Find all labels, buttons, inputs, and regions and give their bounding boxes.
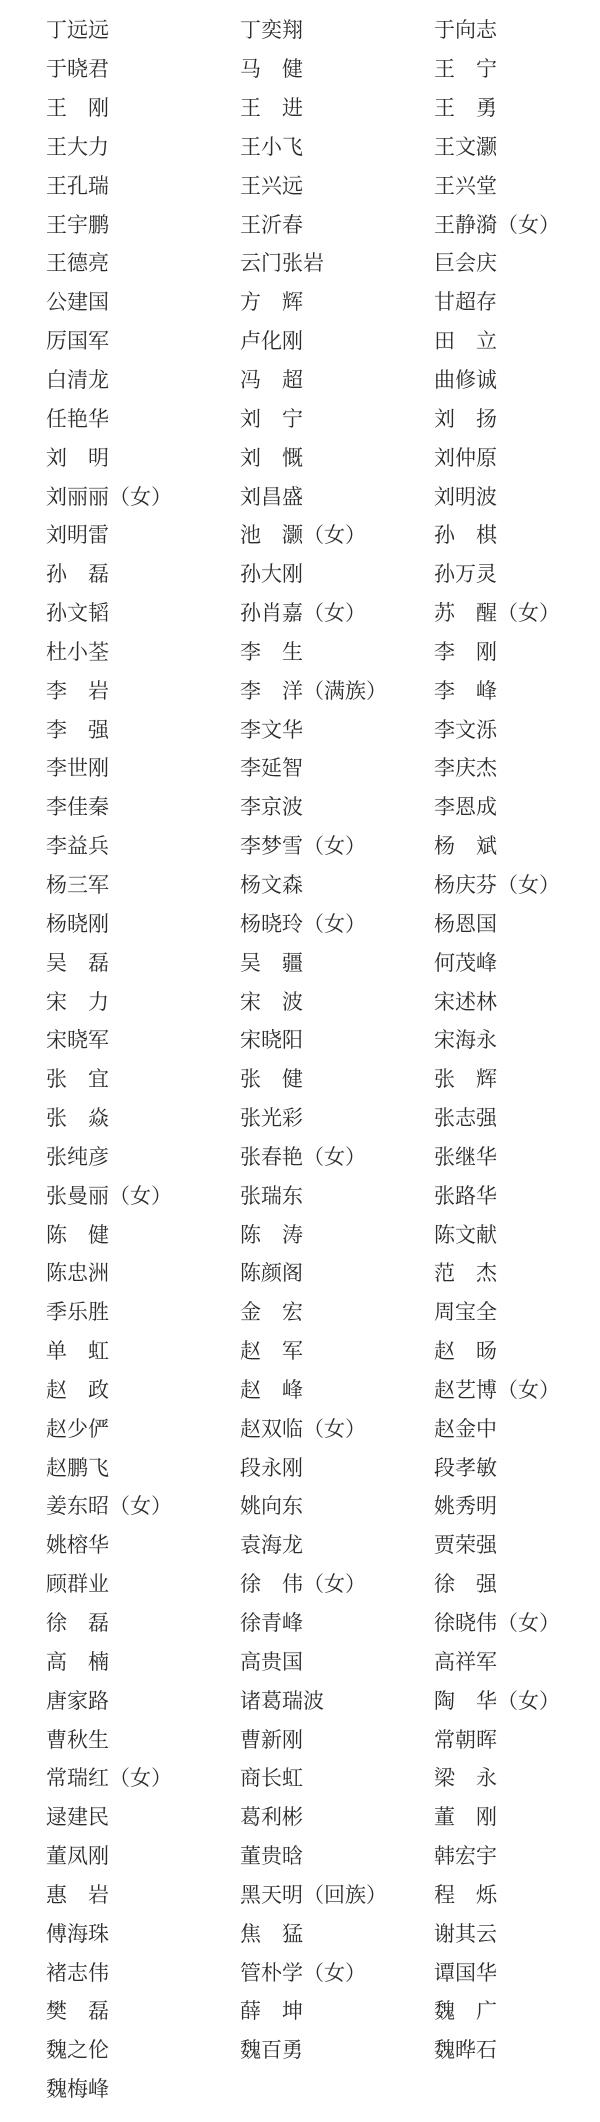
name-row bbox=[46, 360, 586, 399]
name-entry: 曲修诚 bbox=[434, 368, 497, 393]
name-entry: 董 刚 bbox=[434, 1805, 497, 1830]
name-entry: 范 杰 bbox=[434, 1261, 497, 1286]
name-entry: 徐 磊 bbox=[46, 1611, 109, 1636]
name-entry: 杨恩国 bbox=[434, 911, 497, 936]
name-entry: 杨庆芬（女） bbox=[434, 872, 560, 897]
name-entry: 宋 波 bbox=[240, 989, 303, 1014]
name-entry: 宋晓军 bbox=[46, 1028, 109, 1053]
name-entry: 王兴堂 bbox=[434, 173, 497, 198]
name-entry: 王 刚 bbox=[46, 96, 109, 121]
name-entry: 陈 健 bbox=[46, 1222, 109, 1247]
name-entry: 商长虹 bbox=[240, 1766, 303, 1791]
name-entry: 高祥军 bbox=[434, 1649, 497, 1674]
name-entry: 宋晓阳 bbox=[240, 1028, 303, 1053]
name-row bbox=[46, 1603, 586, 1642]
name-row bbox=[46, 1875, 586, 1914]
name-entry: 褚志伟 bbox=[46, 1960, 109, 1985]
name-entry: 张瑞东 bbox=[240, 1183, 303, 1208]
name-entry: 甘超存 bbox=[434, 290, 497, 315]
name-entry: 管朴学（女） bbox=[240, 1960, 366, 1985]
name-row bbox=[46, 670, 586, 709]
name-entry: 王德亮 bbox=[46, 251, 109, 276]
name-entry: 云门张岩 bbox=[240, 251, 324, 276]
name-entry: 赵少俨 bbox=[46, 1416, 109, 1441]
name-entry: 李 刚 bbox=[434, 639, 497, 664]
name-entry: 姚榕华 bbox=[46, 1533, 109, 1558]
name-entry: 陈文献 bbox=[434, 1222, 497, 1247]
name-entry: 黑天明（回族） bbox=[240, 1882, 387, 1907]
name-row bbox=[46, 632, 586, 671]
name-entry: 池 灏（女） bbox=[240, 523, 366, 548]
name-entry: 魏之伦 bbox=[46, 2038, 109, 2063]
name-entry: 杨三军 bbox=[46, 872, 109, 897]
name-entry: 张 宜 bbox=[46, 1067, 109, 1092]
name-entry: 张曼丽（女） bbox=[46, 1183, 172, 1208]
name-entry: 孙肖嘉（女） bbox=[240, 601, 366, 626]
name-entry: 李 岩 bbox=[46, 678, 109, 703]
name-entry: 刘 扬 bbox=[434, 406, 497, 431]
name-entry: 杨 斌 bbox=[434, 834, 497, 859]
name-entry: 魏百勇 bbox=[240, 2038, 303, 2063]
name-row bbox=[46, 1836, 586, 1875]
name-entry: 李 峰 bbox=[434, 678, 497, 703]
name-entry: 李益兵 bbox=[46, 834, 109, 859]
name-entry: 张光彩 bbox=[240, 1106, 303, 1131]
name-row bbox=[46, 476, 586, 515]
name-entry: 徐青峰 bbox=[240, 1611, 303, 1636]
name-entry: 刘明雷 bbox=[46, 523, 109, 548]
name-entry: 董贵晗 bbox=[240, 1844, 303, 1869]
name-entry: 单 虹 bbox=[46, 1339, 109, 1364]
name-entry: 李京波 bbox=[240, 795, 303, 820]
name-row bbox=[46, 1331, 586, 1370]
name-entry: 王宇鹏 bbox=[46, 212, 109, 237]
name-entry: 赵 军 bbox=[240, 1339, 303, 1364]
name-row bbox=[46, 1292, 586, 1331]
name-entry: 姜东昭（女） bbox=[46, 1494, 172, 1519]
name-row bbox=[46, 1641, 586, 1680]
name-entry: 诸葛瑞波 bbox=[240, 1688, 324, 1713]
name-entry: 杨晓玲（女） bbox=[240, 911, 366, 936]
name-entry: 丁远远 bbox=[46, 18, 109, 43]
name-entry: 董凤刚 bbox=[46, 1844, 109, 1869]
name-entry: 李庆杰 bbox=[434, 756, 497, 781]
name-row bbox=[46, 1758, 586, 1797]
name-entry: 孙文韬 bbox=[46, 601, 109, 626]
name-row bbox=[46, 1447, 586, 1486]
name-row bbox=[46, 787, 586, 826]
name-entry: 张 辉 bbox=[434, 1067, 497, 1092]
name-row bbox=[46, 165, 586, 204]
name-row bbox=[46, 903, 586, 942]
name-row bbox=[46, 1991, 586, 2030]
name-entry: 徐晓伟（女） bbox=[434, 1611, 560, 1636]
name-row bbox=[46, 748, 586, 787]
name-row bbox=[46, 1214, 586, 1253]
name-row bbox=[46, 1719, 586, 1758]
name-entry: 张春艳（女） bbox=[240, 1144, 366, 1169]
name-row bbox=[46, 1797, 586, 1836]
name-row bbox=[46, 1059, 586, 1098]
name-entry: 陈 涛 bbox=[240, 1222, 303, 1247]
name-entry: 王大力 bbox=[46, 134, 109, 159]
name-entry: 谢其云 bbox=[434, 1921, 497, 1946]
name-entry: 巨会庆 bbox=[434, 251, 497, 276]
name-entry: 徐 伟（女） bbox=[240, 1572, 366, 1597]
name-entry: 苏 醒（女） bbox=[434, 601, 560, 626]
name-entry: 薛 坤 bbox=[240, 1999, 303, 2024]
name-entry: 高 楠 bbox=[46, 1649, 109, 1674]
name-row bbox=[46, 1564, 586, 1603]
name-entry: 任艳华 bbox=[46, 406, 109, 431]
name-entry: 赵鹏飞 bbox=[46, 1455, 109, 1480]
name-entry: 白清龙 bbox=[46, 368, 109, 393]
name-row bbox=[46, 826, 586, 865]
name-row bbox=[46, 10, 586, 49]
name-entry: 刘 明 bbox=[46, 445, 109, 470]
name-row bbox=[46, 1680, 586, 1719]
name-entry: 刘昌盛 bbox=[240, 484, 303, 509]
name-row bbox=[46, 515, 586, 554]
name-entry: 李恩成 bbox=[434, 795, 497, 820]
name-entry: 王 宁 bbox=[434, 57, 497, 82]
name-entry: 程 烁 bbox=[434, 1882, 497, 1907]
name-entry: 厉国军 bbox=[46, 329, 109, 354]
name-entry: 刘 慨 bbox=[240, 445, 303, 470]
name-entry: 李文泺 bbox=[434, 717, 497, 742]
name-row bbox=[46, 437, 586, 476]
name-entry: 段孝敏 bbox=[434, 1455, 497, 1480]
name-entry: 赵 旸 bbox=[434, 1339, 497, 1364]
name-entry: 李文华 bbox=[240, 717, 303, 742]
name-row bbox=[46, 204, 586, 243]
name-row bbox=[46, 398, 586, 437]
name-entry: 李延智 bbox=[240, 756, 303, 781]
name-entry: 田 立 bbox=[434, 329, 497, 354]
name-row bbox=[46, 1098, 586, 1137]
name-entry: 王 进 bbox=[240, 96, 303, 121]
name-entry: 何茂峰 bbox=[434, 950, 497, 975]
name-entry: 姚向东 bbox=[240, 1494, 303, 1519]
name-entry: 曹新刚 bbox=[240, 1727, 303, 1752]
name-row bbox=[46, 88, 586, 127]
name-row bbox=[46, 1175, 586, 1214]
name-entry: 张路华 bbox=[434, 1183, 497, 1208]
name-entry: 刘明波 bbox=[434, 484, 497, 509]
name-entry: 王文灏 bbox=[434, 134, 497, 159]
name-entry: 姚秀明 bbox=[434, 1494, 497, 1519]
name-entry: 梁 永 bbox=[434, 1766, 497, 1791]
name-list bbox=[46, 10, 586, 2108]
name-entry: 惠 岩 bbox=[46, 1882, 109, 1907]
name-row bbox=[46, 554, 586, 593]
name-row bbox=[46, 127, 586, 166]
name-entry: 常朝晖 bbox=[434, 1727, 497, 1752]
name-entry: 刘 宁 bbox=[240, 406, 303, 431]
name-entry: 顾群业 bbox=[46, 1572, 109, 1597]
name-row bbox=[46, 1370, 586, 1409]
name-entry: 金 宏 bbox=[240, 1300, 303, 1325]
name-entry: 马 健 bbox=[240, 57, 303, 82]
name-entry: 宋述林 bbox=[434, 989, 497, 1014]
name-entry: 张继华 bbox=[434, 1144, 497, 1169]
name-entry: 杨晓刚 bbox=[46, 911, 109, 936]
name-row bbox=[46, 709, 586, 748]
name-entry: 高贵国 bbox=[240, 1649, 303, 1674]
name-entry: 王静漪（女） bbox=[434, 212, 560, 237]
name-entry: 魏 广 bbox=[434, 1999, 497, 2024]
name-row bbox=[46, 1408, 586, 1447]
name-entry: 韩宏宇 bbox=[434, 1844, 497, 1869]
name-entry: 杜小荃 bbox=[46, 639, 109, 664]
name-entry: 王 勇 bbox=[434, 96, 497, 121]
name-row bbox=[46, 49, 586, 88]
name-entry: 吴 磊 bbox=[46, 950, 109, 975]
name-entry: 赵艺博（女） bbox=[434, 1377, 560, 1402]
name-entry: 张 焱 bbox=[46, 1106, 109, 1131]
name-entry: 于向志 bbox=[434, 18, 497, 43]
name-entry: 孙 棋 bbox=[434, 523, 497, 548]
name-row bbox=[46, 981, 586, 1020]
name-entry: 贾荣强 bbox=[434, 1533, 497, 1558]
name-entry: 魏晔石 bbox=[434, 2038, 497, 2063]
name-entry: 李佳秦 bbox=[46, 795, 109, 820]
name-entry: 王兴远 bbox=[240, 173, 303, 198]
name-entry: 傅海珠 bbox=[46, 1921, 109, 1946]
name-row bbox=[46, 2069, 586, 2108]
name-entry: 徐 强 bbox=[434, 1572, 497, 1597]
name-entry: 王孔瑞 bbox=[46, 173, 109, 198]
name-entry: 袁海龙 bbox=[240, 1533, 303, 1558]
name-entry: 李 生 bbox=[240, 639, 303, 664]
name-entry: 于晓君 bbox=[46, 57, 109, 82]
name-entry: 宋海永 bbox=[434, 1028, 497, 1053]
name-row bbox=[46, 1136, 586, 1175]
name-entry: 赵 峰 bbox=[240, 1377, 303, 1402]
name-entry: 杨文森 bbox=[240, 872, 303, 897]
name-entry: 周宝全 bbox=[434, 1300, 497, 1325]
name-entry: 赵金中 bbox=[434, 1416, 497, 1441]
name-entry: 赵双临（女） bbox=[240, 1416, 366, 1441]
name-entry: 张 健 bbox=[240, 1067, 303, 1092]
name-entry: 逯建民 bbox=[46, 1805, 109, 1830]
name-row bbox=[46, 1486, 586, 1525]
name-entry: 孙 磊 bbox=[46, 562, 109, 587]
name-entry: 刘仲原 bbox=[434, 445, 497, 470]
name-row bbox=[46, 942, 586, 981]
name-entry: 唐家路 bbox=[46, 1688, 109, 1713]
name-row bbox=[46, 865, 586, 904]
name-entry: 段永刚 bbox=[240, 1455, 303, 1480]
name-entry: 刘丽丽（女） bbox=[46, 484, 172, 509]
name-row bbox=[46, 1253, 586, 1292]
name-row bbox=[46, 1020, 586, 1059]
name-entry: 公建国 bbox=[46, 290, 109, 315]
name-entry: 李梦雪（女） bbox=[240, 834, 366, 859]
name-entry: 季乐胜 bbox=[46, 1300, 109, 1325]
name-row bbox=[46, 1525, 586, 1564]
name-entry: 葛利彬 bbox=[240, 1805, 303, 1830]
name-row bbox=[46, 282, 586, 321]
name-entry: 王沂春 bbox=[240, 212, 303, 237]
name-entry: 焦 猛 bbox=[240, 1921, 303, 1946]
name-entry: 宋 力 bbox=[46, 989, 109, 1014]
name-entry: 孙大刚 bbox=[240, 562, 303, 587]
name-entry: 曹秋生 bbox=[46, 1727, 109, 1752]
name-entry: 张纯彦 bbox=[46, 1144, 109, 1169]
name-entry: 卢化刚 bbox=[240, 329, 303, 354]
name-entry: 李 强 bbox=[46, 717, 109, 742]
name-entry: 李世刚 bbox=[46, 756, 109, 781]
name-entry: 陶 华（女） bbox=[434, 1688, 560, 1713]
name-entry: 陈颜阁 bbox=[240, 1261, 303, 1286]
name-row bbox=[46, 593, 586, 632]
name-row bbox=[46, 1913, 586, 1952]
name-row bbox=[46, 1952, 586, 1991]
name-entry: 王小飞 bbox=[240, 134, 303, 159]
name-entry: 冯 超 bbox=[240, 368, 303, 393]
name-entry: 樊 磊 bbox=[46, 1999, 109, 2024]
name-entry: 李 洋（满族） bbox=[240, 678, 387, 703]
name-row bbox=[46, 2030, 586, 2069]
name-entry: 魏梅峰 bbox=[46, 2077, 109, 2102]
name-entry: 丁奕翔 bbox=[240, 18, 303, 43]
name-row bbox=[46, 321, 586, 360]
name-row bbox=[46, 243, 586, 282]
name-entry: 陈忠洲 bbox=[46, 1261, 109, 1286]
name-entry: 吴 疆 bbox=[240, 950, 303, 975]
name-entry: 方 辉 bbox=[240, 290, 303, 315]
name-entry: 张志强 bbox=[434, 1106, 497, 1131]
name-entry: 孙万灵 bbox=[434, 562, 497, 587]
name-entry: 常瑞红（女） bbox=[46, 1766, 172, 1791]
name-entry: 赵 政 bbox=[46, 1377, 109, 1402]
name-entry: 谭国华 bbox=[434, 1960, 497, 1985]
